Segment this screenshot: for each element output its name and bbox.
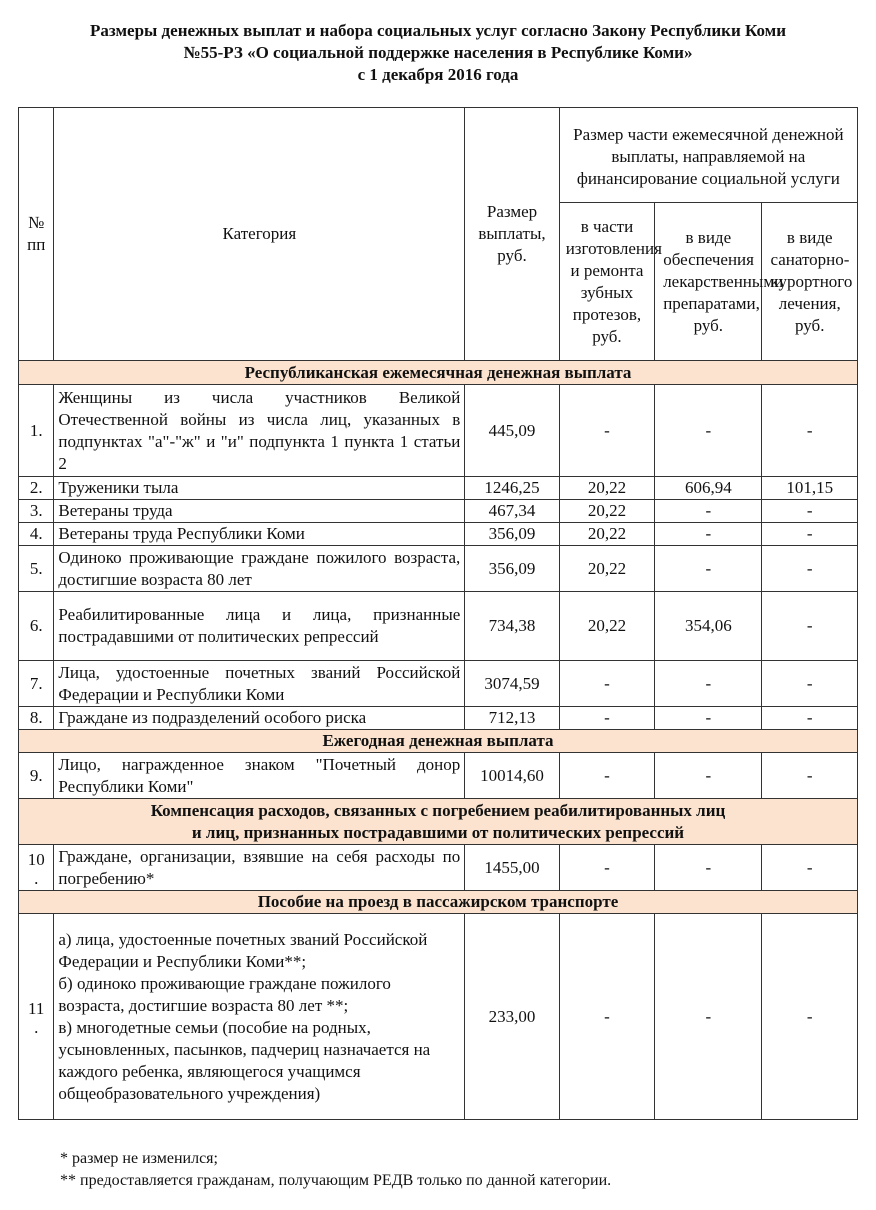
row-sanatorium: - — [762, 385, 858, 477]
row-amount: 467,34 — [465, 500, 559, 523]
header-service-group: Размер части ежемесячной денежной выплаты, направляемой на финансирование социальной услуги — [559, 108, 857, 203]
row-num: 6. — [19, 592, 54, 661]
row-medicine: - — [655, 500, 762, 523]
row-category-a: а) лица, удостоенные почетных званий Российской Федерации и Республики Коми**; — [58, 929, 428, 971]
row-category: Труженики тыла — [54, 477, 465, 500]
header-category: Категория — [54, 108, 465, 361]
payments-table — [18, 107, 858, 1120]
row-num: 8. — [19, 707, 54, 730]
row-sanatorium: - — [762, 753, 858, 799]
section-title: Республиканская ежемесячная денежная выплата — [19, 361, 858, 385]
row-medicine: - — [655, 707, 762, 730]
title-line-3: с 1 декабря 2016 года — [357, 65, 519, 84]
table-row — [19, 592, 858, 661]
row-medicine: - — [655, 845, 762, 891]
row-num: 3. — [19, 500, 54, 523]
row-category: Ветераны труда — [54, 500, 465, 523]
row-category — [54, 914, 465, 1120]
row-amount: 233,00 — [465, 914, 559, 1120]
table-row — [19, 385, 858, 477]
row-amount: 1455,00 — [465, 845, 559, 891]
row-amount: 445,09 — [465, 385, 559, 477]
row-dental: 20,22 — [559, 546, 654, 592]
row-num: 7. — [19, 661, 54, 707]
row-sanatorium: - — [762, 546, 858, 592]
table-row — [19, 845, 858, 891]
section-title-line-2: и лиц, признанных пострадавшими от политических репрессий — [191, 822, 685, 842]
table-row — [19, 661, 858, 707]
row-dental: - — [559, 661, 654, 707]
row-category: Реабилитированные лица и лица, признанные пострадавшими от политических репрессий — [54, 592, 465, 661]
row-dental: - — [559, 914, 654, 1120]
row-medicine: - — [655, 661, 762, 707]
header-num: № пп — [19, 108, 54, 361]
row-medicine: - — [655, 385, 762, 477]
row-sanatorium: - — [762, 523, 858, 546]
row-amount: 734,38 — [465, 592, 559, 661]
table-row — [19, 914, 858, 1120]
row-num: 9. — [19, 753, 54, 799]
row-num: 5. — [19, 546, 54, 592]
header-medicine: в виде обеспечения лекарственными препаратами, руб. — [655, 203, 762, 361]
row-category: Женщины из числа участников Великой Отечественной войны из числа лиц, указанных в подпунктах "а"-"ж" и "и" подпункта 1 пункта 1 статьи 2 — [54, 385, 465, 477]
row-category: Лицо, награжденное знаком "Почетный донор Республики Коми" — [54, 753, 465, 799]
row-amount: 3074,59 — [465, 661, 559, 707]
row-category: Одиноко проживающие граждане пожилого возраста, достигшие возраста 80 лет — [54, 546, 465, 592]
footnotes — [60, 1148, 611, 1192]
row-num: 11 . — [19, 914, 54, 1120]
footnote-two-star: ** предоставляется гражданам, получающим РЕДВ только по данной категории. — [60, 1172, 612, 1189]
section-title-line-1: Компенсация расходов, связанных с погребением реабилитированных лиц — [150, 800, 726, 820]
section-title: Пособие на проезд в пассажирском транспорте — [19, 891, 858, 914]
header-dental: в части изготовления и ремонта зубных протезов, руб. — [559, 203, 654, 361]
table-row — [19, 753, 858, 799]
title-line-2: №55-РЗ «О социальной поддержке населения в Республике Коми» — [183, 43, 693, 62]
row-amount: 10014,60 — [465, 753, 559, 799]
header-sanatorium: в виде санаторно-курортного лечения, руб. — [762, 203, 858, 361]
row-dental: 20,22 — [559, 523, 654, 546]
row-category: Граждане из подразделений особого риска — [54, 707, 465, 730]
table-row — [19, 477, 858, 500]
row-dental: 20,22 — [559, 477, 654, 500]
row-medicine: - — [655, 914, 762, 1120]
section-title: Ежегодная денежная выплата — [19, 730, 858, 753]
row-medicine: - — [655, 546, 762, 592]
row-amount: 1246,25 — [465, 477, 559, 500]
row-num: 2. — [19, 477, 54, 500]
row-dental: - — [559, 753, 654, 799]
row-medicine: 354,06 — [655, 592, 762, 661]
row-amount: 356,09 — [465, 523, 559, 546]
row-num: 10 . — [19, 845, 54, 891]
row-category: Ветераны труда Республики Коми — [54, 523, 465, 546]
row-sanatorium: - — [762, 661, 858, 707]
row-category-c: в) многодетные семьи (пособие на родных, усыновленных, пасынков, падчериц назначается на каждого ребенка, являющегося учащимся общеобразовательного учреждения) — [58, 1017, 431, 1103]
table-row — [19, 500, 858, 523]
table-row — [19, 523, 858, 546]
row-amount: 712,13 — [465, 707, 559, 730]
row-num: 1. — [19, 385, 54, 477]
row-sanatorium: - — [762, 592, 858, 661]
row-category: Граждане, организации, взявшие на себя расходы по погребению* — [54, 845, 465, 891]
row-amount: 356,09 — [465, 546, 559, 592]
row-dental: - — [559, 845, 654, 891]
row-medicine: - — [655, 753, 762, 799]
row-sanatorium: - — [762, 845, 858, 891]
row-sanatorium: - — [762, 500, 858, 523]
row-num: 4. — [19, 523, 54, 546]
row-sanatorium: - — [762, 914, 858, 1120]
row-category: Лица, удостоенные почетных званий Российской Федерации и Республики Коми — [54, 661, 465, 707]
row-category-b: б) одиноко проживающие граждане пожилого возраста, достигшие возраста 80 лет **; — [58, 973, 391, 1015]
section-title — [19, 799, 858, 845]
title-line-1: Размеры денежных выплат и набора социальных услуг согласно Закону Республики Коми — [89, 21, 787, 40]
row-sanatorium: 101,15 — [762, 477, 858, 500]
row-dental: - — [559, 707, 654, 730]
header-amount: Размер выплаты, руб. — [465, 108, 559, 361]
row-medicine: 606,94 — [655, 477, 762, 500]
footnote-one-star: * размер не изменился; — [60, 1150, 218, 1167]
row-dental: 20,22 — [559, 500, 654, 523]
document-title — [0, 20, 876, 86]
row-medicine: - — [655, 523, 762, 546]
table-row — [19, 707, 858, 730]
row-dental: - — [559, 385, 654, 477]
row-sanatorium: - — [762, 707, 858, 730]
table-row — [19, 546, 858, 592]
row-dental: 20,22 — [559, 592, 654, 661]
